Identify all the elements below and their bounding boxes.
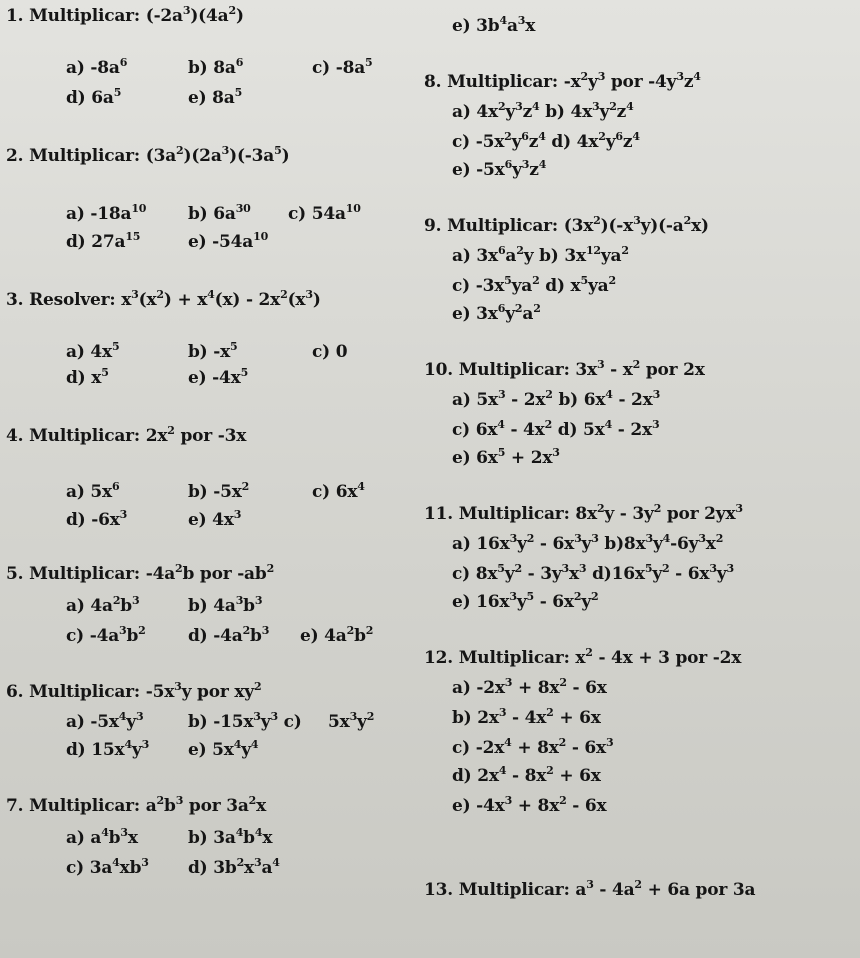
problem-11-options-cd: c) $8x^5y^2 - 3y^3x^3$ $d)16x^5y^2 - 6x^3y^3$ bbox=[452, 562, 734, 584]
problem-8-option-e: e) $-5x^6y^3z^4$ bbox=[452, 158, 547, 180]
problem-4-statement: 4. Multiplicar: $2x^2$ por -3x bbox=[6, 424, 247, 446]
problem-12-option-c: c) $-2x^4 + 8x^2 - 6x^3$ bbox=[452, 736, 614, 758]
problem-10-option-e: e) $6x^5 + 2x^3$ bbox=[452, 446, 560, 468]
problem-4-option-b: b) $-5x^2$ bbox=[188, 480, 250, 502]
problem-5-option-d: d) $-4a^2b^3$ bbox=[188, 624, 270, 646]
problem-7-option-d: d) $3b^2x^3a^4$ bbox=[188, 856, 280, 878]
problem-5-statement: 5. Multiplicar: $-4a^2b$ por $-ab^2$ bbox=[6, 562, 275, 584]
problem-12-option-b: b) $2x^3 - 4x^2 + 6x$ bbox=[452, 706, 601, 728]
problem-6-option-b: b) $-15x^3y^3$ c) bbox=[188, 710, 302, 732]
problem-8-options-ab: a) $4x^2y^3z^4$ b) $4x^3y^2z^4$ bbox=[452, 100, 634, 122]
problem-1-option-a: a) $-8a^6$ bbox=[66, 56, 128, 78]
problem-6-option-d: d) $15x^4y^3$ bbox=[66, 738, 150, 760]
problem-12-option-d: d) $2x^4 - 8x^2 + 6x$ bbox=[452, 764, 601, 786]
problem-10-options-ab: a) $5x^3 - 2x^2$ b) $6x^4 - 2x^3$ bbox=[452, 388, 661, 410]
problem-7-option-a: a) $a^4b^3x$ bbox=[66, 826, 138, 848]
problem-3-statement: 3. Resolver: $x^3(x^2) + x^4(x) - 2x^2(x^3)$ bbox=[6, 288, 321, 310]
problem-4-option-c: c) $6x^4$ bbox=[312, 480, 365, 502]
problem-5-option-b: b) $4a^3b^3$ bbox=[188, 594, 263, 616]
problem-9-option-e: e) $3x^6y^2a^2$ bbox=[452, 302, 541, 324]
problem-5-option-e: e) $4a^2b^2$ bbox=[300, 624, 374, 646]
problem-6-option-e: e) $5x^4y^4$ bbox=[188, 738, 259, 760]
problem-8-options-cd: c) $-5x^2y^6z^4$ d) $4x^2y^6z^4$ bbox=[452, 130, 640, 152]
problem-11-statement: 11. Multiplicar: $8x^2y - 3y^2$ por $2yx^3$ bbox=[424, 502, 743, 524]
problem-12-option-e: e) $-4x^3 + 8x^2 - 6x$ bbox=[452, 794, 607, 816]
problem-2-option-e: e) $-54a^{10}$ bbox=[188, 230, 269, 252]
problem-7-statement: 7. Multiplicar: $a^2b^3$ por $3a^2x$ bbox=[6, 794, 267, 816]
problem-3-option-a: a) $4x^5$ bbox=[66, 340, 120, 362]
problem-3-option-d: d) $x^5$ bbox=[66, 366, 109, 388]
problem-12-statement: 12. Multiplicar: $x^2 - 4x + 3$ por -2x bbox=[424, 646, 742, 668]
problem-4-option-d: d) $-6x^3$ bbox=[66, 508, 128, 530]
problem-1-option-c: c) $-8a^5$ bbox=[312, 56, 373, 78]
problem-1-statement: 1. Multiplicar: $(-2a^3)(4a^2)$ bbox=[6, 4, 244, 26]
problem-3-option-b: b) $-x^5$ bbox=[188, 340, 238, 362]
problem-11-option-e: e) $16x^3y^5 - 6x^2y^2$ bbox=[452, 590, 599, 612]
problem-11-options-ab: a) $16x^3y^2 - 6x^3y^3$ $b)8x^3y^4-6y^3x^2$ bbox=[452, 532, 724, 554]
problem-6-statement: 6. Multiplicar: $-5x^3y$ por $xy^2$ bbox=[6, 680, 262, 702]
problem-1-option-e: e) $8a^5$ bbox=[188, 86, 243, 108]
problem-6-option-a: a) $-5x^4y^3$ bbox=[66, 710, 144, 732]
problem-9-options-ab: a) $3x^6a^2y$ b) $3x^{12}ya^2$ bbox=[452, 244, 629, 266]
problem-2-option-b: b) $6a^{30}$ bbox=[188, 202, 251, 224]
problem-4-option-a: a) $5x^6$ bbox=[66, 480, 120, 502]
problem-9-options-cd: c) $-3x^5ya^2$ d) $x^5ya^2$ bbox=[452, 274, 616, 296]
problem-4-option-e: e) $4x^3$ bbox=[188, 508, 242, 530]
problem-5-option-a: a) $4a^2b^3$ bbox=[66, 594, 140, 616]
problem-6-option-c: $5x^3y^2$ bbox=[328, 710, 375, 732]
problem-5-option-c: c) $-4a^3b^2$ bbox=[66, 624, 146, 646]
problem-10-options-cd: c) $6x^4 - 4x^2$ d) $5x^4 - 2x^3$ bbox=[452, 418, 660, 440]
problem-12-option-a: a) $-2x^3 + 8x^2 - 6x$ bbox=[452, 676, 607, 698]
problem-1-option-b: b) $8a^6$ bbox=[188, 56, 244, 78]
problem-2-option-d: d) $27a^{15}$ bbox=[66, 230, 141, 252]
problem-2-statement: 2. Multiplicar: $(3a^2)(2a^3)(-3a^5)$ bbox=[6, 144, 290, 166]
problem-7-option-c: c) $3a^4xb^3$ bbox=[66, 856, 149, 878]
problem-3-option-e: e) $-4x^5$ bbox=[188, 366, 249, 388]
continuation-option-e: e) $3b^4a^3x$ bbox=[452, 14, 536, 36]
problem-9-statement: 9. Multiplicar: $(3x^2)(-x^3y)(-a^2x)$ bbox=[424, 214, 709, 236]
problem-13-statement: 13. Multiplicar: $a^3 - 4a^2 + 6a$ por 3a bbox=[424, 878, 756, 900]
problem-1-option-d: d) $6a^5$ bbox=[66, 86, 122, 108]
problem-2-option-c: c) $54a^{10}$ bbox=[288, 202, 361, 224]
problem-3-option-c: c) 0 bbox=[312, 342, 348, 362]
problem-2-option-a: a) $-18a^{10}$ bbox=[66, 202, 147, 224]
problem-7-option-b: b) $3a^4b^4x$ bbox=[188, 826, 273, 848]
problem-8-statement: 8. Multiplicar: $-x^2y^3$ por $-4y^3z^4$ bbox=[424, 70, 701, 92]
problem-10-statement: 10. Multiplicar: $3x^3 - x^2$ por 2x bbox=[424, 358, 705, 380]
